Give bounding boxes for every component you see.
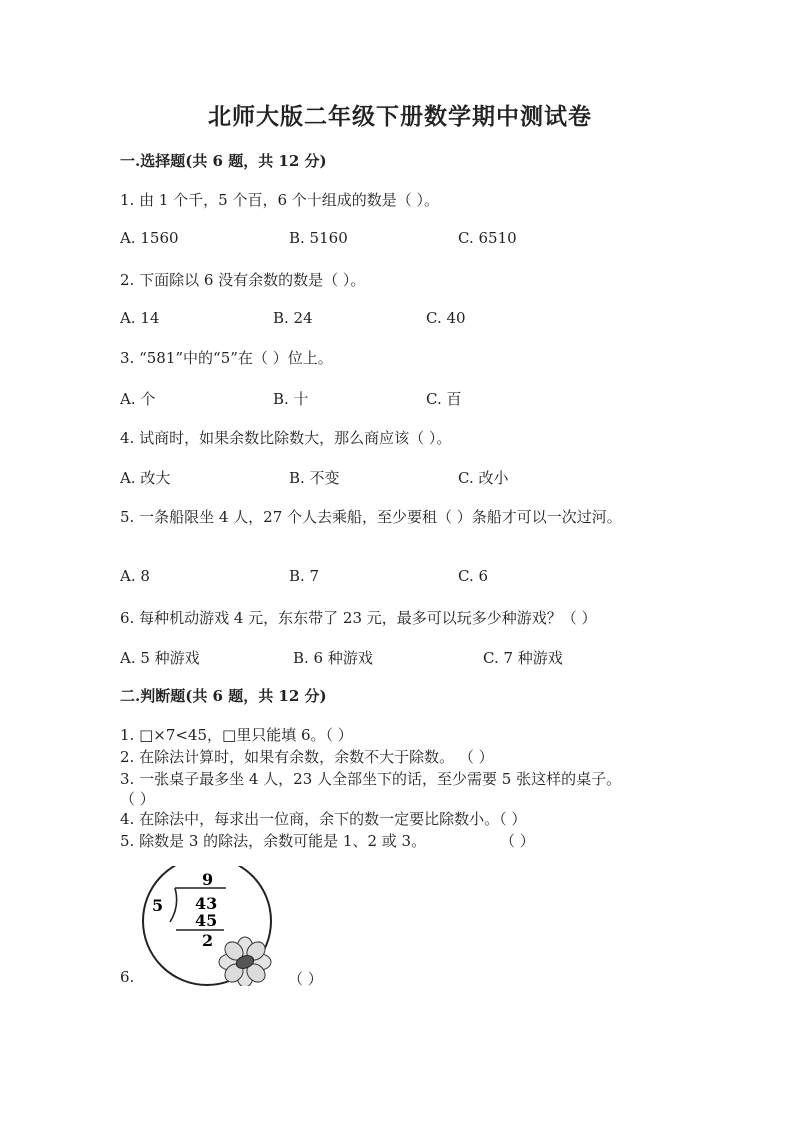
option-6a: A. 5 种游戏: [120, 649, 200, 667]
figure-quotient: 9: [202, 870, 214, 889]
page-title: 北师大版二年级下册数学期中测试卷: [208, 103, 592, 130]
question-6: 6. 每种机动游戏 4 元，东东带了 23 元，最多可以玩多少种游戏？（ ）: [120, 609, 597, 627]
judge-item-3: 3. 一张桌子最多坐 4 人，23 人全部坐下的话，至少需要 5 张这样的桌子。: [120, 770, 622, 788]
option-5c: C. 6: [458, 567, 489, 585]
question-5: 5. 一条船限坐 4 人，27 个人去乘船，至少要租（ ）条船才可以一次过河。: [120, 508, 622, 526]
option-4b: B. 不变: [289, 469, 340, 487]
judge-item-4: 4. 在除法中，每求出一位商，余下的数一定要比除数小。（ ）: [120, 810, 527, 828]
figure-product: 45: [195, 911, 218, 930]
flower-icon: [219, 937, 271, 986]
option-6b: B. 6 种游戏: [293, 649, 373, 667]
judge-item-1: 1. □×7<45，□里只能填 6。（ ）: [120, 726, 353, 744]
option-5a: A. 8: [120, 567, 150, 585]
judge-item-6-paren: （ ）: [288, 970, 323, 988]
option-2c: C. 40: [426, 309, 466, 327]
question-2: 2. 下面除以 6 没有余数的数是（ ）。: [120, 271, 366, 289]
division-figure: [140, 866, 290, 990]
option-6c: C. 7 种游戏: [483, 649, 563, 667]
section-heading-choice: 一.选择题(共 6 题，共 12 分): [120, 152, 327, 170]
figure-dividend: 43: [195, 894, 218, 913]
judge-item-6: 6.: [120, 968, 135, 986]
option-5b: B. 7: [289, 567, 320, 585]
division-bracket: [170, 888, 177, 922]
option-1a: A. 1560: [120, 229, 179, 247]
figure-remainder: 2: [202, 931, 214, 950]
option-3a: A. 个: [120, 390, 156, 408]
question-3: 3. “581”中的“5”在（ ）位上。: [120, 349, 333, 367]
division-figure-svg: [140, 866, 290, 986]
option-4a: A. 改大: [120, 469, 171, 487]
option-1b: B. 5160: [289, 229, 348, 247]
judge-item-5: 5. 除数是 3 的除法，余数可能是 1、2 或 3。: [120, 832, 427, 850]
question-1: 1. 由 1 个千，5 个百，6 个十组成的数是（ ）。: [120, 191, 440, 209]
judge-item-3-paren: （ ）: [120, 790, 155, 808]
option-3c: C. 百: [426, 390, 462, 408]
option-2a: A. 14: [120, 309, 160, 327]
option-1c: C. 6510: [458, 229, 517, 247]
judge-item-5-paren: （ ）: [500, 832, 535, 850]
option-4c: C. 改小: [458, 469, 509, 487]
figure-divisor: 5: [152, 896, 164, 915]
option-2b: B. 24: [273, 309, 313, 327]
judge-item-2: 2. 在除法计算时，如果有余数，余数不大于除数。 （ ）: [120, 748, 494, 766]
question-4: 4. 试商时，如果余数比除数大，那么商应该（ ）。: [120, 429, 452, 447]
section-heading-judge: 二.判断题(共 6 题，共 12 分): [120, 687, 327, 705]
option-3b: B. 十: [273, 390, 309, 408]
